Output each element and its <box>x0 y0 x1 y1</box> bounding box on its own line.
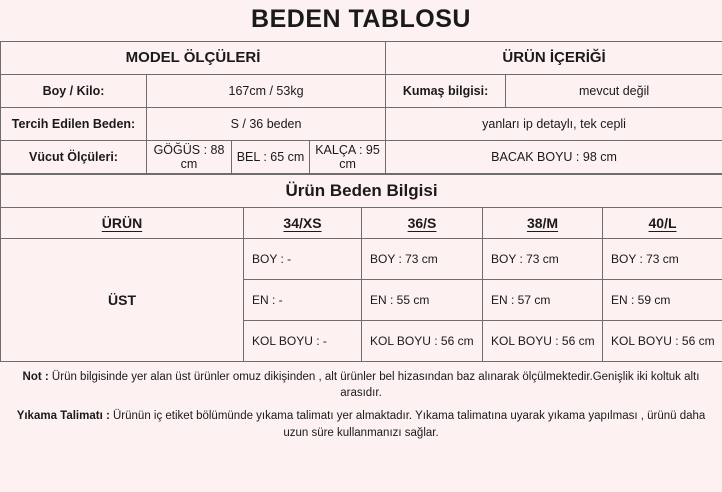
value-preferred-size: S / 36 beden <box>147 107 386 140</box>
notes-section <box>0 362 722 442</box>
label-preferred-size: Tercih Edilen Beden: <box>1 107 147 140</box>
section-title-product-size-info: Ürün Beden Bilgisi <box>1 174 722 207</box>
model-measurements-table <box>0 41 722 174</box>
cell-en-40l: EN : 59 cm <box>603 279 722 320</box>
note-washing <box>6 408 716 441</box>
value-leg-length: BACAK BOYU : 98 cm <box>386 140 722 173</box>
value-waist: BEL : 65 cm <box>232 140 310 173</box>
label-body-measurements: Vücut Ölçüleri: <box>1 140 147 173</box>
cell-en-38m: EN : 57 cm <box>483 279 603 320</box>
value-hip: KALÇA : 95 cm <box>310 140 386 173</box>
header-size-40l: 40/L <box>603 207 722 238</box>
header-product-content: ÜRÜN İÇERİĞİ <box>386 41 722 74</box>
cell-boy-40l: BOY : 73 cm <box>603 238 722 279</box>
value-fabric-info: mevcut değil <box>506 74 722 107</box>
header-size-36s: 36/S <box>362 207 483 238</box>
table-header-row <box>1 41 722 74</box>
table-row <box>1 74 722 107</box>
value-product-detail: yanları ip detaylı, tek cepli <box>386 107 722 140</box>
wash-label: Yıkama Talimatı : <box>16 409 110 422</box>
table-row <box>1 238 722 279</box>
cell-kolboyu-38m: KOL BOYU : 56 cm <box>483 320 603 361</box>
cell-boy-36s: BOY : 73 cm <box>362 238 483 279</box>
page-title: BEDEN TABLOSU <box>251 5 471 33</box>
product-header-row <box>1 207 722 238</box>
product-section-title-row <box>1 174 722 207</box>
wash-text: Ürünün iç etiket bölümünde yıkama talimatı yer almaktadır. Yıkama talimatına uyarak yıkama yapılması , ürünü daha uzun süre kullanmanızı sağlar. <box>109 409 706 439</box>
value-bust: GÖĞÜS : 88 cm <box>147 140 232 173</box>
product-size-table <box>0 174 722 362</box>
note-text: Ürün bilgisinde yer alan üst ürünler omuz dikişinden , alt ürünler bel hizasından baz alınarak ölçülmektedir.Genişlik iki koltuk altı arasıdır. <box>48 370 700 400</box>
value-height-weight: 167cm / 53kg <box>147 74 386 107</box>
note-label: Not : <box>22 370 49 383</box>
header-size-38m: 38/M <box>483 207 603 238</box>
label-height-weight: Boy / Kilo: <box>1 74 147 107</box>
cell-kolboyu-40l: KOL BOYU : 56 cm <box>603 320 722 361</box>
product-name-ust: ÜST <box>1 238 244 361</box>
header-size-34xs: 34/XS <box>244 207 362 238</box>
table-row <box>1 140 722 173</box>
cell-boy-38m: BOY : 73 cm <box>483 238 603 279</box>
label-fabric-info: Kumaş bilgisi: <box>386 74 506 107</box>
cell-en-36s: EN : 55 cm <box>362 279 483 320</box>
header-product: ÜRÜN <box>1 207 244 238</box>
cell-kolboyu-36s: KOL BOYU : 56 cm <box>362 320 483 361</box>
cell-en-34xs: EN : - <box>244 279 362 320</box>
cell-kolboyu-34xs: KOL BOYU : - <box>244 320 362 361</box>
note-measurement <box>6 369 716 402</box>
table-row <box>1 107 722 140</box>
header-model-measurements: MODEL ÖLÇÜLERİ <box>1 41 386 74</box>
cell-boy-34xs: BOY : - <box>244 238 362 279</box>
